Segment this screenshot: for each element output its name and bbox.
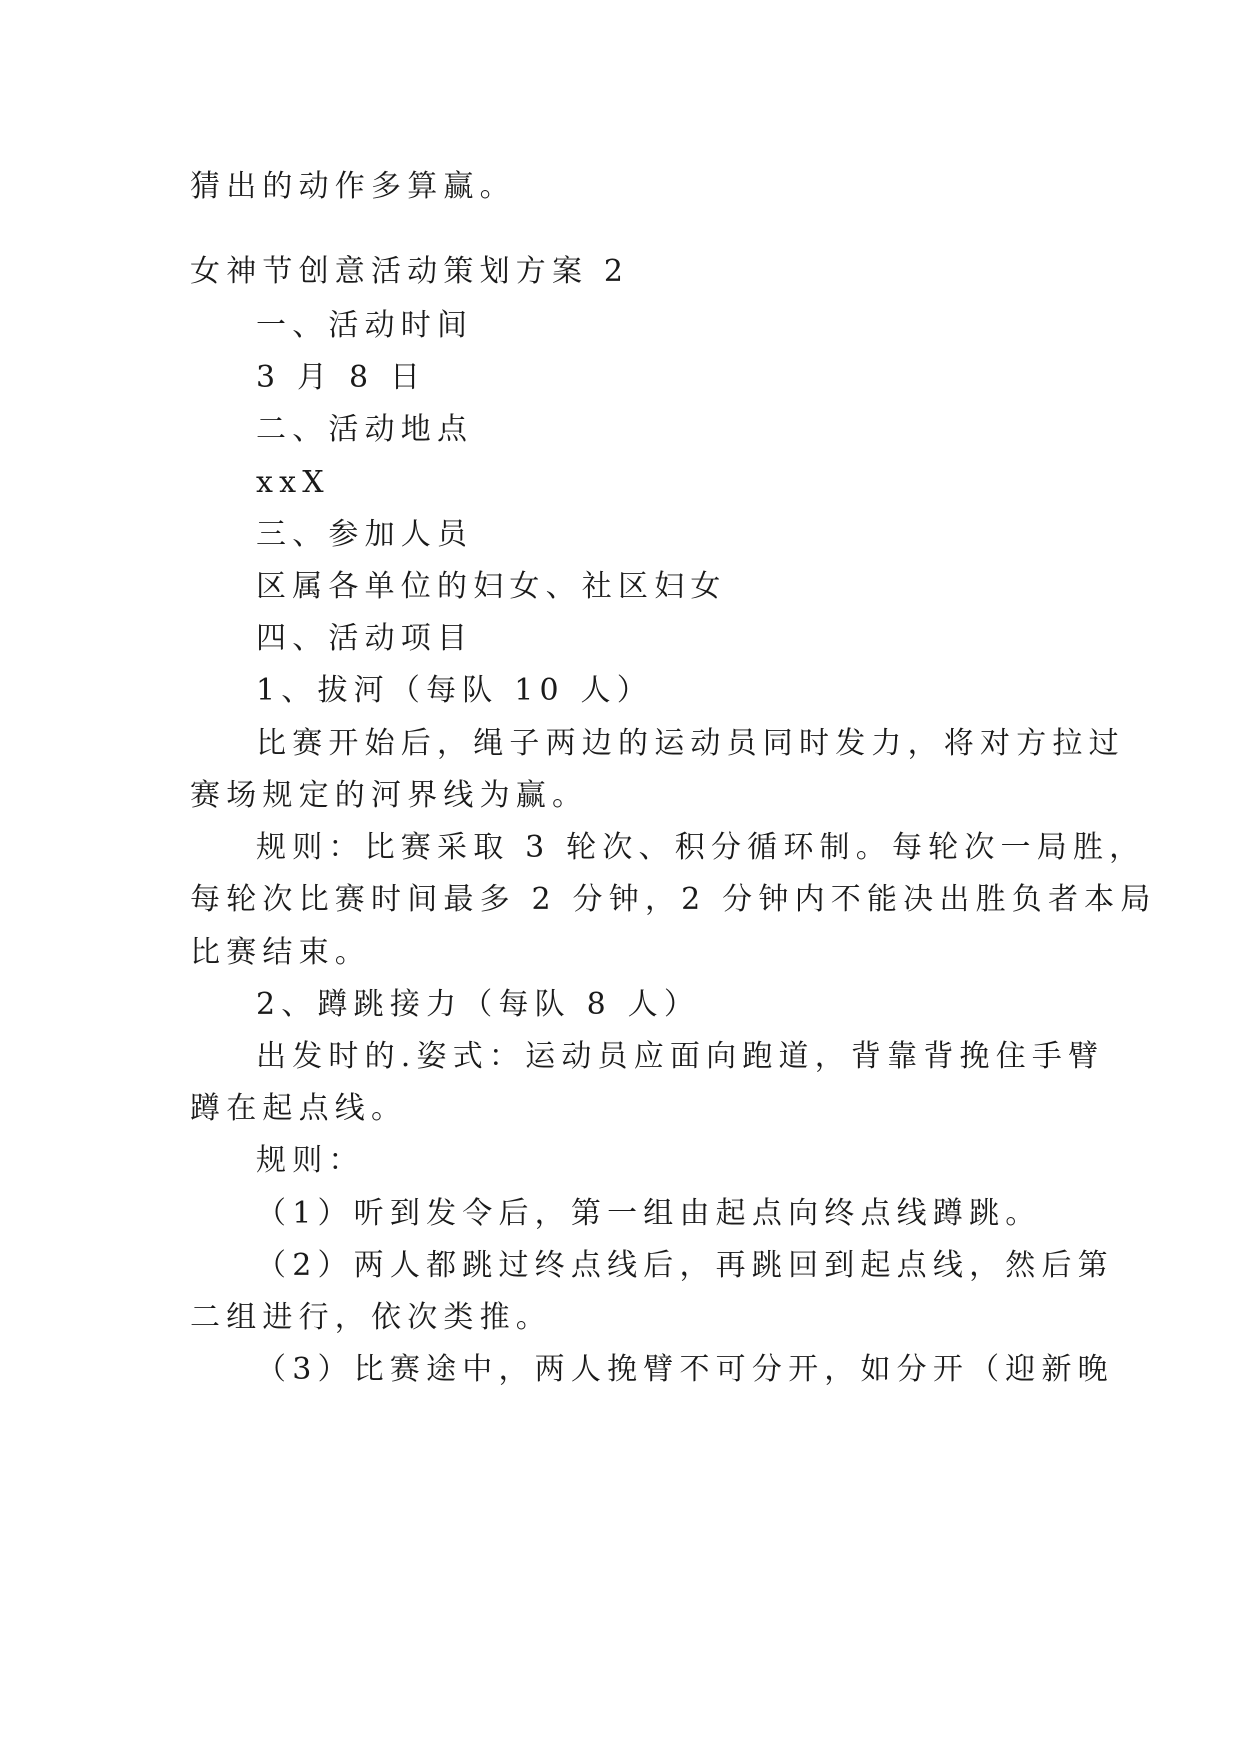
heading-activity-items: 四、活动项目	[256, 621, 474, 656]
paragraph-line: 比赛开始后，绳子两边的运动员同时发力，将对方拉过	[256, 726, 1125, 761]
paragraph-line: 出发时的.姿式：运动员应面向跑道，背靠背挽住手臂	[256, 1039, 1105, 1074]
paragraph-line: 蹲在起点线。	[190, 1091, 408, 1126]
paragraph-line: 规则：比赛采取 3 轮次、积分循环制。每轮次一局胜，	[256, 830, 1146, 865]
paragraph-line: 赛场规定的河界线为赢。	[190, 778, 589, 813]
activity-date: 3 月 8 日	[256, 360, 427, 395]
section-title: 女神节创意活动策划方案 2	[190, 254, 630, 289]
item-tug-of-war: 1、拔河（每队 10 人）	[256, 673, 653, 708]
rules-label: 规则：	[256, 1143, 365, 1178]
heading-participants: 三、参加人员	[256, 517, 474, 552]
paragraph-line: 二组进行，依次类推。	[190, 1300, 552, 1335]
item-squat-jump-relay: 2、蹲跳接力（每队 8 人）	[256, 987, 701, 1022]
paragraph-line: 猜出的动作多算赢。	[190, 169, 516, 204]
rule-item: （3）比赛途中，两人挽臂不可分开，如分开（迎新晚	[256, 1352, 1114, 1387]
heading-activity-time: 一、活动时间	[256, 308, 474, 343]
participants: 区属各单位的妇女、社区妇女	[256, 569, 727, 604]
rule-item: （2）两人都跳过终点线后，再跳回到起点线，然后第	[256, 1248, 1114, 1283]
heading-activity-location: 二、活动地点	[256, 412, 474, 447]
paragraph-line: 比赛结束。	[190, 935, 371, 970]
activity-location: xxX	[256, 465, 330, 500]
rule-item: （1）听到发令后，第一组由起点向终点线蹲跳。	[256, 1196, 1042, 1231]
paragraph-line: 每轮次比赛时间最多 2 分钟，2 分钟内不能决出胜负者本局	[190, 882, 1157, 917]
